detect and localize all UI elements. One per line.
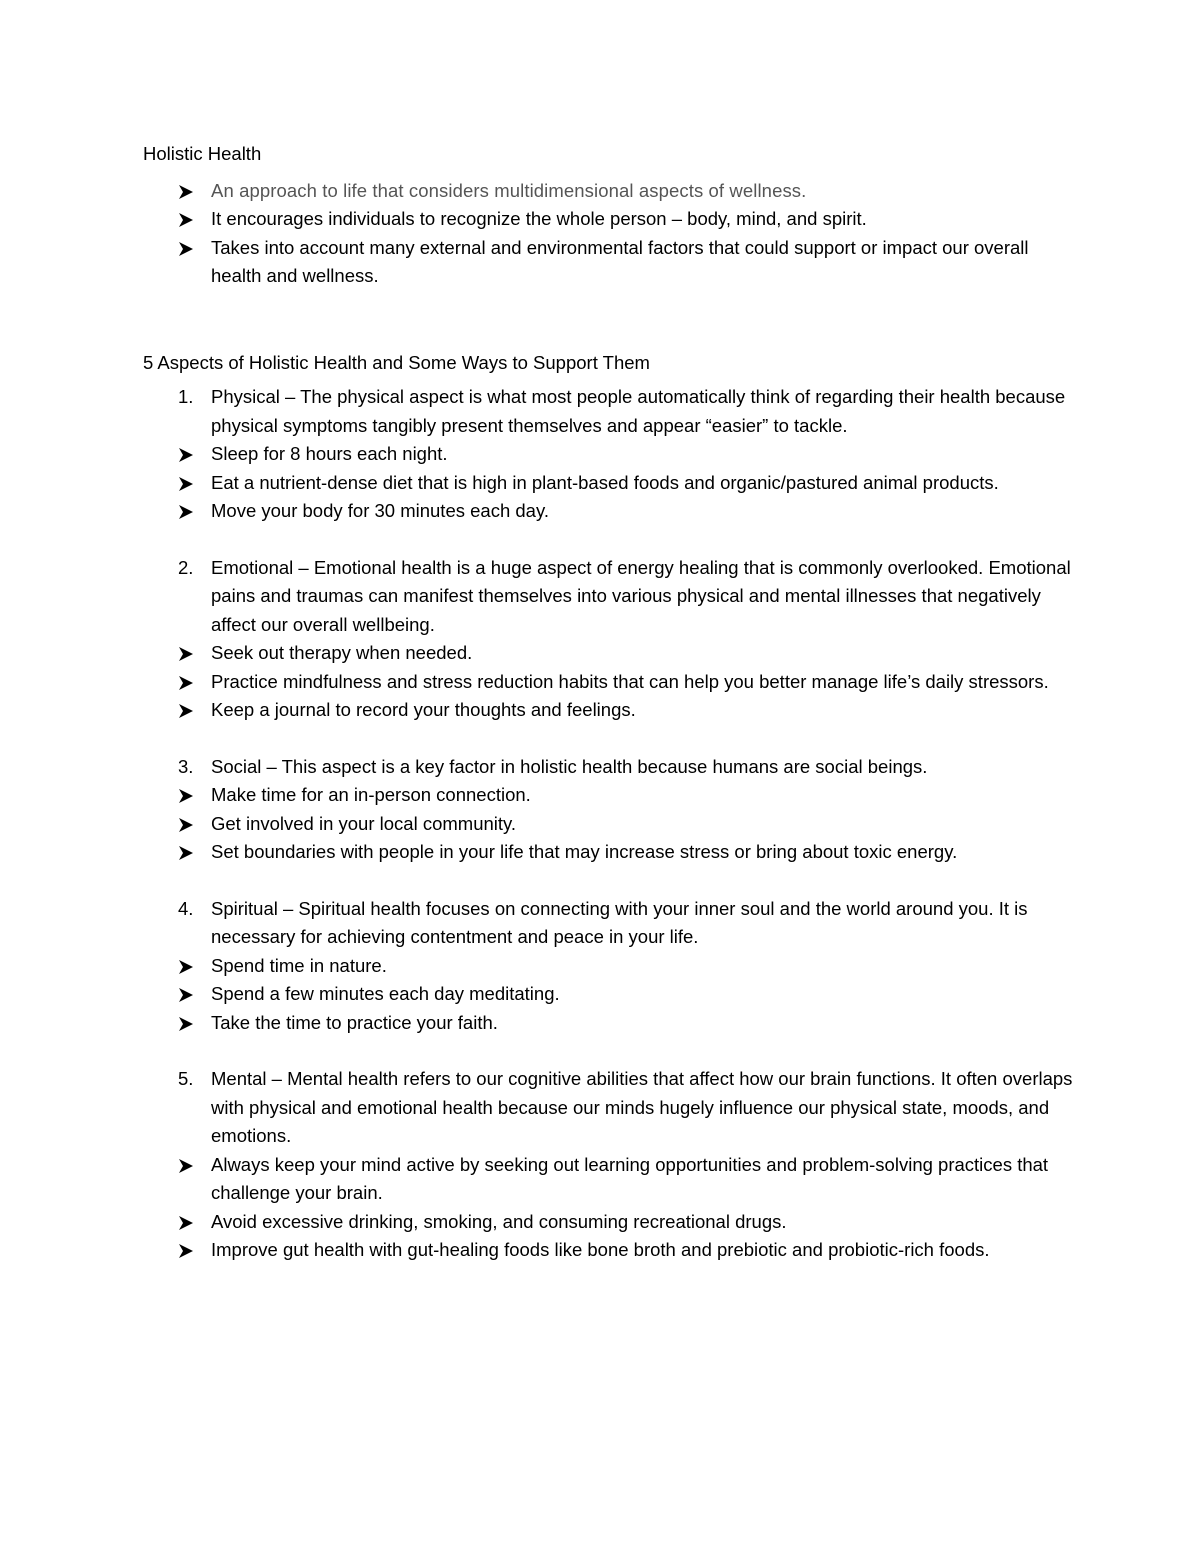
tip-text: Keep a journal to record your thoughts and feelings.: [211, 699, 636, 720]
aspect-block-emotional: [143, 554, 1083, 725]
section-heading: 5 Aspects of Holistic Health and Some Ways to Support Them: [143, 351, 650, 373]
tip-item: [143, 838, 1083, 867]
document-title: Holistic Health: [143, 143, 262, 164]
tip-item: [143, 1236, 1083, 1265]
tip-text: Always keep your mind active by seeking out learning opportunities and problem-solving practices that challenge your brain.: [211, 1153, 1049, 1203]
tip-text: Take the time to practice your faith.: [211, 1011, 498, 1033]
intro-bullet-item: [143, 205, 1083, 234]
aspect-block-physical: [143, 383, 1083, 526]
aspect-item: [143, 383, 1083, 440]
tip-item: [143, 440, 1083, 469]
intro-bullet-item: [143, 177, 1083, 206]
aspect-item: [143, 753, 1083, 782]
aspect-number: 5.: [178, 1068, 194, 1089]
tip-item: [143, 696, 1083, 725]
intro-bullet-text: An approach to life that considers multidimensional aspects of wellness.: [211, 179, 807, 201]
document-body: [143, 140, 1083, 1265]
aspect-item: [143, 1065, 1083, 1151]
tip-text: Get involved in your local community.: [211, 812, 517, 834]
tip-text: Move your body for 30 minutes each day.: [211, 500, 549, 521]
tip-item: [143, 1208, 1083, 1237]
tip-item: [143, 810, 1083, 839]
aspect-block-mental: [143, 1065, 1083, 1265]
intro-bullet-text: Takes into account many external and environmental factors that could support or impact our overall health and wellness.: [211, 236, 1029, 286]
tip-text: Set boundaries with people in your life that may increase stress or bring about toxic energy.: [211, 841, 958, 862]
aspect-number: 3.: [178, 755, 194, 777]
intro-bullet-text: It encourages individuals to recognize the whole person – body, mind, and spirit.: [211, 208, 867, 229]
tip-item: [143, 668, 1083, 697]
aspect-text: Physical – The physical aspect is what most people automatically think of regarding their health because physical symptoms tangibly present themselves and appear “easier” to tackle.: [211, 386, 1066, 436]
tip-text: Seek out therapy when needed.: [211, 642, 473, 663]
aspect-text: Spiritual – Spiritual health focuses on connecting with your inner soul and the world around you. It is necessary for achieving contentment and peace in your life.: [211, 897, 1028, 947]
aspect-text: Emotional – Emotional health is a huge aspect of energy healing that is commonly overlooked. Emotional pains and traumas can manifest themselves into various physical and mental illnesses that negatively affect our overall wellbeing.: [211, 556, 1071, 635]
tip-item: [143, 469, 1083, 498]
tip-text: Improve gut health with gut-healing foods like bone broth and prebiotic and probiotic-rich foods.: [211, 1239, 990, 1260]
tip-item: [143, 980, 1083, 1009]
aspect-text: Social – This aspect is a key factor in holistic health because humans are social beings.: [211, 755, 928, 777]
tip-item: [143, 497, 1083, 526]
aspect-text: Mental – Mental health refers to our cognitive abilities that affect how our brain functions. It often overlaps with physical and emotional health because our minds hugely influence our physical state, moods, and emotions.: [211, 1068, 1073, 1146]
tip-item: [143, 952, 1083, 981]
tip-item: [143, 639, 1083, 668]
tip-item: [143, 781, 1083, 810]
tip-text: Eat a nutrient-dense diet that is high in plant-based foods and organic/pastured animal products.: [211, 471, 999, 493]
tip-text: Practice mindfulness and stress reduction habits that can help you better manage life’s daily stressors.: [211, 670, 1049, 692]
aspect-number: 4.: [178, 897, 194, 919]
tip-text: Avoid excessive drinking, smoking, and consuming recreational drugs.: [211, 1210, 787, 1232]
intro-bullet-item: [143, 234, 1083, 291]
aspect-number: 2.: [178, 556, 194, 578]
aspect-item: [143, 554, 1083, 640]
tip-text: Spend a few minutes each day meditating.: [211, 983, 560, 1004]
tip-item: [143, 1151, 1083, 1208]
aspect-block-social: [143, 753, 1083, 867]
aspect-item: [143, 895, 1083, 952]
tip-item: [143, 1009, 1083, 1038]
aspects-list: [143, 383, 1083, 1265]
tip-text: Make time for an in-person connection.: [211, 784, 531, 805]
tip-text: Sleep for 8 hours each night.: [211, 443, 448, 464]
tip-text: Spend time in nature.: [211, 954, 387, 976]
aspect-number: 1.: [178, 386, 194, 407]
intro-bullet-list: [143, 177, 1083, 291]
aspect-block-spiritual: [143, 895, 1083, 1038]
